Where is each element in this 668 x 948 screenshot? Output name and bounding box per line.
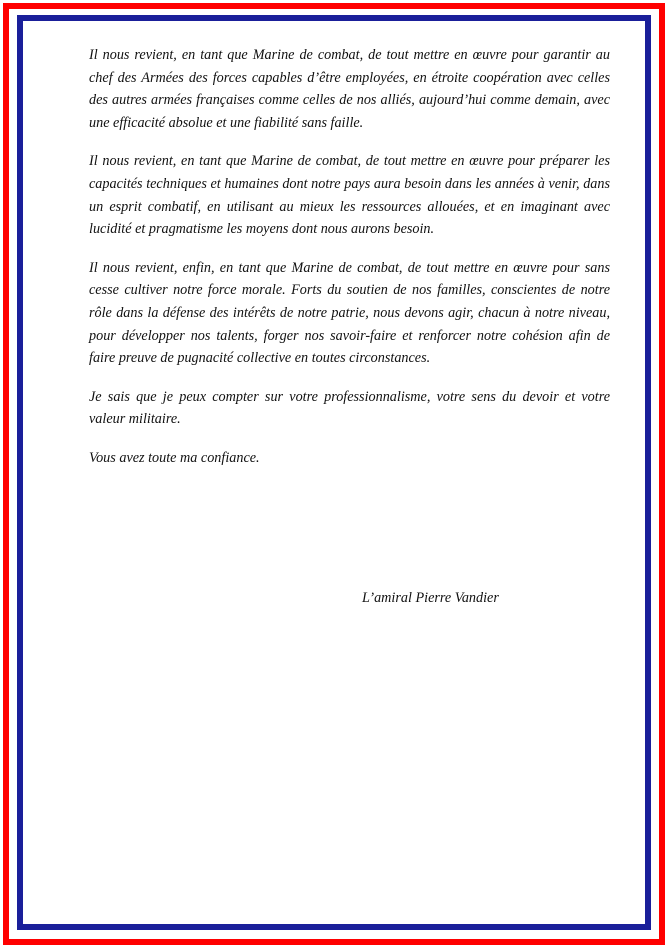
paragraph-1: Il nous revient, en tant que Marine de combat, de tout mettre en œuvre pour garantir au chef des Armées des forces capables d’être employées, en étroite coopération avec celles des autres armées françaises comme celles de nos alliés, aujourd’hui comme demain, avec une efficacité absolue et une fiabilité sans faille. xyxy=(89,47,610,131)
paragraph-2: Il nous revient, en tant que Marine de combat, de tout mettre en œuvre pour préparer les capacités techniques et humaines dont notre pays aura besoin dans les années à venir, dans un esprit combatif, en utilisant au mieux les ressources allouées, et en imaginant avec lucidité et pragmatisme les moyens dont nous aurons besoin. xyxy=(89,153,610,238)
paragraph-4: Je sais que je peux compter sur votre professionnalisme, votre sens du devoir et votre valeur militaire. xyxy=(89,388,610,428)
letter-body xyxy=(89,44,610,486)
paragraph-5: Vous avez toute ma confiance. xyxy=(89,449,260,466)
signature: L’amiral Pierre Vandier xyxy=(362,590,499,606)
paragraph-3: Il nous revient, enfin, en tant que Marine de combat, de tout mettre en œuvre pour sans cesse cultiver notre force morale. Forts du soutien de nos familles, conscientes de notre rôle dans la défense des intérêts de notre patrie, nous devons agir, chacun à notre niveau, pour développer nos talents, forger nos savoir-faire et renforcer notre cohésion afin de faire preuve de pugnacité collective en toutes circonstances. xyxy=(89,259,610,367)
